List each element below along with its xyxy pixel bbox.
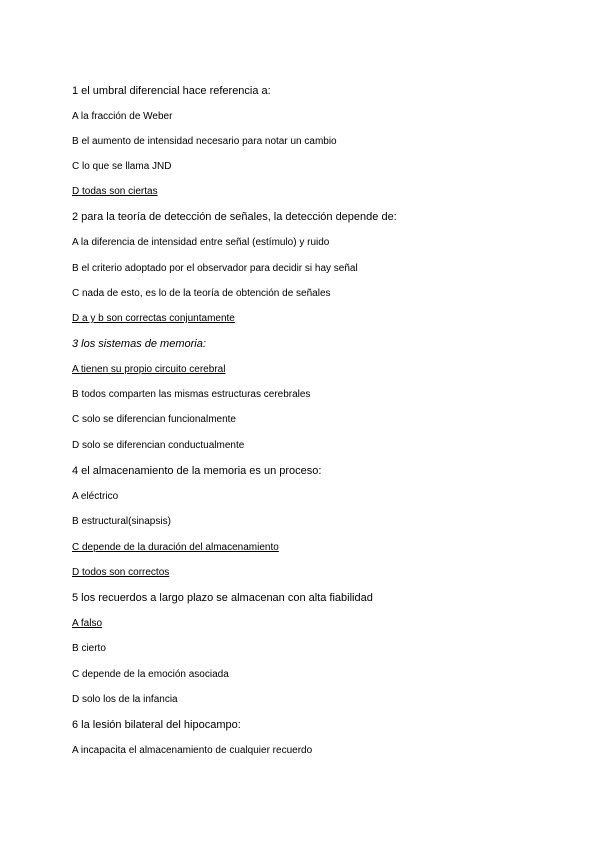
question-2-option-b: B el criterio adoptado por el observador para decidir si hay señal xyxy=(72,263,358,274)
question-3-option-a: A tienen su propio circuito cerebral xyxy=(72,364,226,375)
question-1-option-c: C lo que se llama JND xyxy=(72,161,172,172)
question-3-option-b: B todos comparten las mismas estructuras cerebrales xyxy=(72,389,311,400)
question-4-option-d: D todos son correctos xyxy=(72,567,170,578)
question-2-option-d: D a y b son correctas conjuntamente xyxy=(72,313,235,324)
question-4-option-b: B estructural(sinapsis) xyxy=(72,516,171,527)
question-5: 5 los recuerdos a largo plazo se almacenan con alta fiabilidad xyxy=(72,592,373,604)
question-6: 6 la lesión bilateral del hipocampo: xyxy=(72,719,241,731)
question-4: 4 el almacenamiento de la memoria es un proceso: xyxy=(72,465,322,477)
question-3-option-d: D solo se diferencian conductualmente xyxy=(72,440,245,451)
question-5-option-b: B cierto xyxy=(72,643,106,654)
question-4-option-a: A eléctrico xyxy=(72,491,119,502)
question-4-option-c: C depende de la duración del almacenamiento xyxy=(72,542,279,553)
question-5-option-a: A falso xyxy=(72,618,103,629)
question-2: 2 para la teoría de detección de señales, la detección depende de: xyxy=(72,211,397,223)
question-5-option-d: D solo los de la infancia xyxy=(72,694,178,705)
question-1-option-b: B el aumento de intensidad necesario para notar un cambio xyxy=(72,136,337,147)
question-3: 3 los sistemas de memoria: xyxy=(72,338,206,350)
question-2-option-c: C nada de esto, es lo de la teoría de obtención de señales xyxy=(72,288,331,299)
question-2-option-a: A la diferencia de intensidad entre señal (estímulo) y ruido xyxy=(72,237,330,248)
question-6-option-a: A incapacita el almacenamiento de cualquier recuerdo xyxy=(72,745,313,756)
question-5-option-c: C depende de la emoción asociada xyxy=(72,669,229,680)
question-1-option-d: D todas son ciertas xyxy=(72,186,158,197)
question-3-option-c: C solo se diferencian funcionalmente xyxy=(72,414,236,425)
question-1-option-a: A la fracción de Weber xyxy=(72,111,173,122)
question-1: 1 el umbral diferencial hace referencia a: xyxy=(72,85,271,97)
